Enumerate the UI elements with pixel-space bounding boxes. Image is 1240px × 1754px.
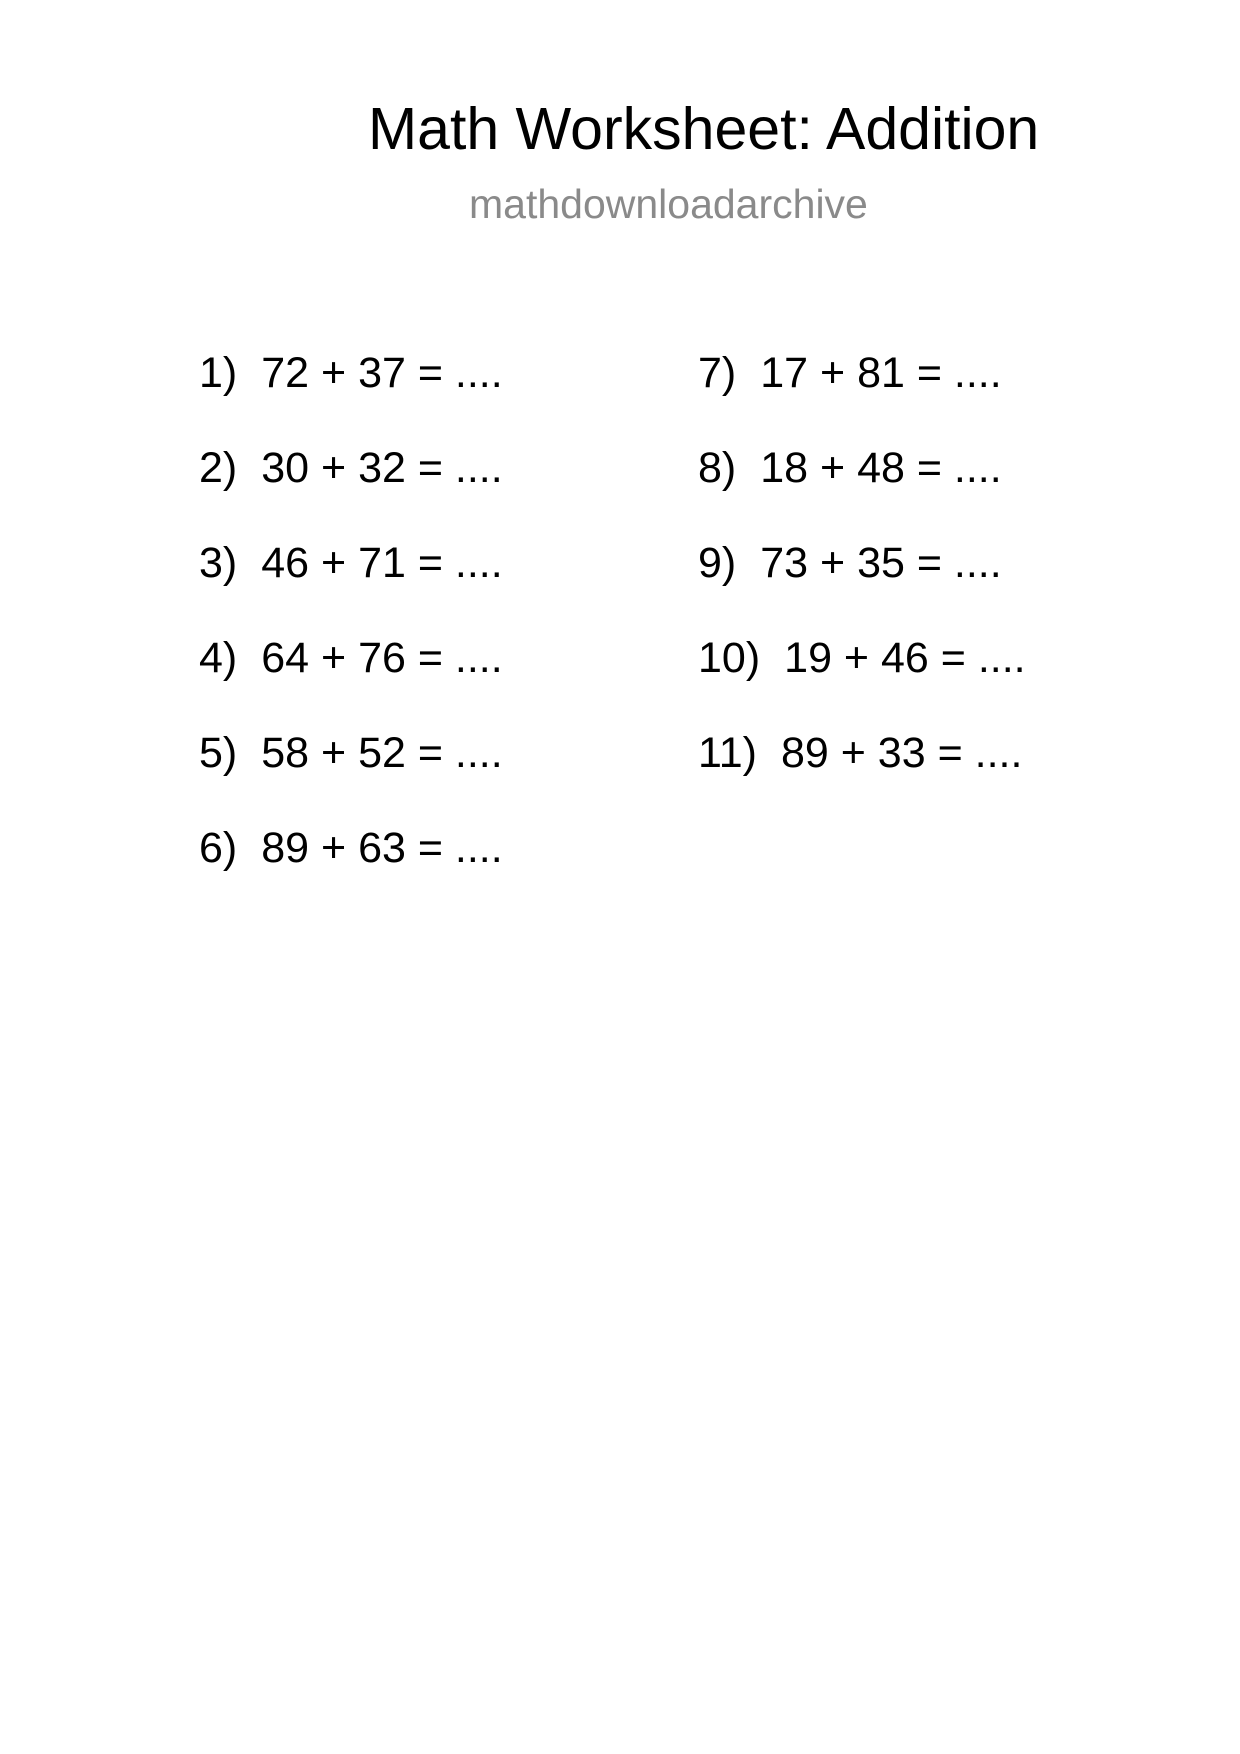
problem-expression: 64 + 76 = ....	[261, 634, 503, 682]
problem-item	[199, 349, 503, 447]
page-title: Math Worksheet: Addition	[368, 96, 1040, 162]
problem-expression: 72 + 37 = ....	[261, 349, 503, 397]
problem-number: 2)	[199, 444, 238, 492]
problem-number: 1)	[199, 349, 238, 397]
problem-item	[199, 729, 503, 827]
problem-expression: 18 + 48 = ....	[760, 444, 1002, 492]
problem-number: 6)	[199, 824, 238, 872]
problem-number: 10)	[698, 634, 761, 682]
problem-number: 3)	[199, 539, 238, 587]
problem-item	[199, 824, 503, 922]
problem-item	[698, 444, 1026, 542]
problem-number: 7)	[698, 349, 737, 397]
problem-item	[698, 729, 1026, 827]
problem-column-left	[199, 349, 503, 922]
problem-expression: 17 + 81 = ....	[760, 349, 1002, 397]
problem-number: 8)	[698, 444, 737, 492]
problem-item	[199, 539, 503, 637]
problem-item	[199, 444, 503, 542]
problem-expression: 73 + 35 = ....	[760, 539, 1002, 587]
problem-expression: 89 + 63 = ....	[261, 824, 503, 872]
problem-expression: 19 + 46 = ....	[784, 634, 1026, 682]
problem-expression: 89 + 33 = ....	[780, 729, 1023, 777]
problem-expression: 46 + 71 = ....	[261, 539, 503, 587]
source-label: mathdownloadarchive	[469, 181, 868, 227]
problem-number: 4)	[199, 634, 238, 682]
problem-item	[698, 539, 1026, 637]
problem-number: 5)	[199, 729, 238, 777]
problem-item	[698, 349, 1026, 447]
problem-item	[698, 634, 1026, 732]
problem-expression: 58 + 52 = ....	[261, 729, 503, 777]
problem-expression: 30 + 32 = ....	[261, 444, 503, 492]
problem-number: 9)	[698, 539, 737, 587]
problem-item	[199, 634, 503, 732]
problem-column-right	[698, 349, 1026, 827]
problem-number: 11)	[698, 729, 757, 777]
